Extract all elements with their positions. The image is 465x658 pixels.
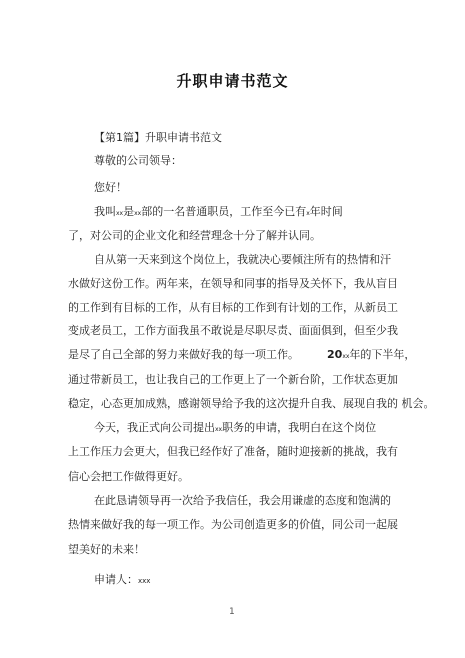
section-heading: [94, 131, 222, 145]
placeholder-position: xx: [215, 426, 223, 433]
signature-name: xxx: [138, 577, 151, 585]
para2-line5: [68, 348, 415, 364]
para2-line1: 自从第一天来到这个岗位上，我就决心要倾注所有的热情和汗: [94, 253, 391, 266]
para1-line2: 了，对公司的企业文化和经营理念十分了解并认同。: [68, 229, 321, 242]
para2-line6: 通过带新员工，也让我自己的工作更上了一个新台阶，工作状态更加: [68, 373, 398, 386]
section-heading-text: 【第1篇】升职申请书范文: [94, 131, 222, 144]
text-fragment: 我叫: [94, 205, 116, 218]
year-prefix: 20: [327, 348, 343, 361]
para3-line3: 信心会把工作做得更好。: [68, 470, 189, 483]
text-fragment: 部的一名普通职员，工作至今已有: [141, 205, 307, 218]
para2-line2: 水做好这份工作。两年来，在领导和同事的指导及关怀下，我从盲目: [68, 277, 398, 290]
para3-line1: [94, 421, 376, 437]
para1-line1: [94, 205, 343, 221]
placeholder-dept: xx: [134, 210, 142, 217]
salutation: 尊敬的公司领导：: [94, 154, 182, 167]
para4-line3: 望美好的未来！: [68, 543, 145, 556]
text-fragment: 年的下半年，: [349, 348, 416, 361]
text-fragment: 是: [123, 205, 135, 218]
placeholder-name: xx: [116, 210, 124, 217]
para2-line4: 变成老员工，工作方面我虽不敢说是尽职尽责、面面俱到，但至少我: [68, 324, 398, 337]
para4-line1: 在此恳请领导再一次给予我信任，我会用谦虚的态度和饱满的: [94, 494, 391, 507]
page-number: 1: [229, 607, 235, 617]
text-fragment: 是尽了自己全部的努力来做好我的每一项工作。: [68, 348, 299, 361]
placeholder-year: xx: [342, 353, 350, 360]
document-title: 升职申请书范文: [176, 72, 289, 90]
text-fragment: 今天，我正式向公司提出: [94, 421, 215, 434]
text-fragment: 年时间: [309, 205, 343, 218]
para2-line3: 的工作到有目标的工作，从有目标的工作到有计划的工作，从新员工: [68, 301, 398, 314]
signature: [94, 573, 150, 588]
greeting: 您好！: [94, 181, 127, 194]
para3-line2: 上工作压力会更大，但我已经作好了准备，随时迎接新的挑战，我有: [68, 445, 398, 458]
text-fragment: 职务的申请，我明白在这个岗位: [222, 421, 377, 434]
para2-line7: 稳定，心态更加成熟，感谢领导给予我的这次提升自我、展现自我的 机会。: [68, 397, 435, 410]
placeholder-years: x: [306, 210, 310, 217]
signature-label: 申请人：: [94, 573, 138, 586]
para4-line2: 热情来做好我的每一项工作。为公司创造更多的价值，同公司一起展: [68, 518, 398, 531]
